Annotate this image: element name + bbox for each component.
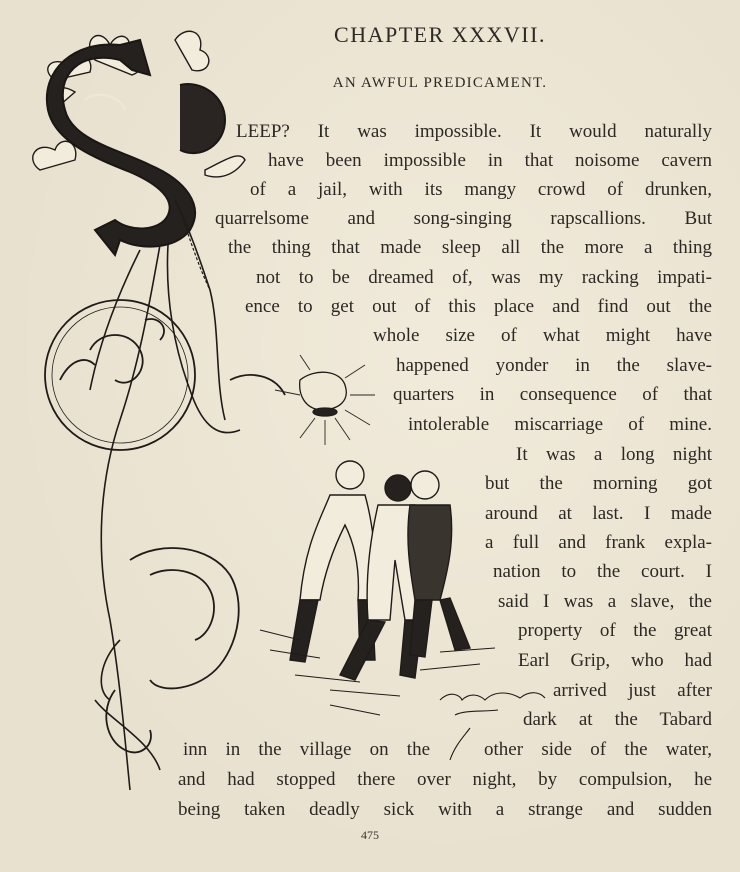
body-line: the thing that made sleep all the more a thing	[228, 237, 712, 258]
body-line: It was a long night	[516, 444, 712, 465]
body-line: being taken deadly sick with a strange and sudden	[178, 799, 712, 820]
body-line: dark at the Tabard	[523, 709, 712, 730]
body-line: inn in the village on the	[183, 739, 430, 760]
body-line: property of the great	[518, 620, 712, 641]
body-line: but the morning got	[485, 473, 712, 494]
body-line: whole size of what might have	[373, 325, 712, 346]
body-line: around at last. I made	[485, 503, 712, 524]
body-line: a full and frank expla-	[485, 532, 712, 553]
ground-hatching	[260, 630, 495, 715]
body-line: Earl Grip, who had	[518, 650, 712, 671]
body-line: happened yonder in the slave-	[396, 355, 712, 376]
body-line: quarrelsome and song-singing rapscallions. But	[215, 208, 712, 229]
lantern	[300, 372, 347, 416]
body-line: said I was a slave, the	[498, 591, 712, 612]
body-line: and had stopped there over night, by compulsion, he	[178, 769, 712, 790]
scroll-ornament	[45, 300, 195, 450]
body-line: LEEP? It was impossible. It would naturally	[236, 121, 712, 142]
body-line: of a jail, with its mangy crowd of drunken,	[250, 179, 712, 200]
rope-chain	[180, 210, 210, 290]
body-line: arrived just after	[553, 680, 712, 701]
body-line: quarters in consequence of that	[393, 384, 712, 405]
vine-stem	[90, 200, 240, 790]
initial-letter-s	[47, 40, 225, 255]
body-line: intolerable miscarriage of mine.	[408, 414, 712, 435]
leaf-ornament	[33, 31, 245, 177]
body-line: have been impossible in that noisome cavern	[268, 150, 712, 171]
chapter-title: CHAPTER XXXVII.	[334, 22, 546, 47]
chapter-subtitle: AN AWFUL PREDICAMENT.	[332, 75, 548, 91]
body-line: other side of the water,	[484, 739, 712, 760]
prisoner-figures	[290, 461, 470, 680]
body-line: not to be dreamed of, was my racking impati-	[256, 267, 712, 288]
body-line: ence to get out of this place and find out the	[245, 296, 712, 317]
page-number: 475	[361, 828, 379, 842]
lantern-rays	[275, 355, 375, 445]
lower-scroll-ornament	[106, 375, 285, 752]
body-line: nation to the court. I	[493, 561, 712, 582]
